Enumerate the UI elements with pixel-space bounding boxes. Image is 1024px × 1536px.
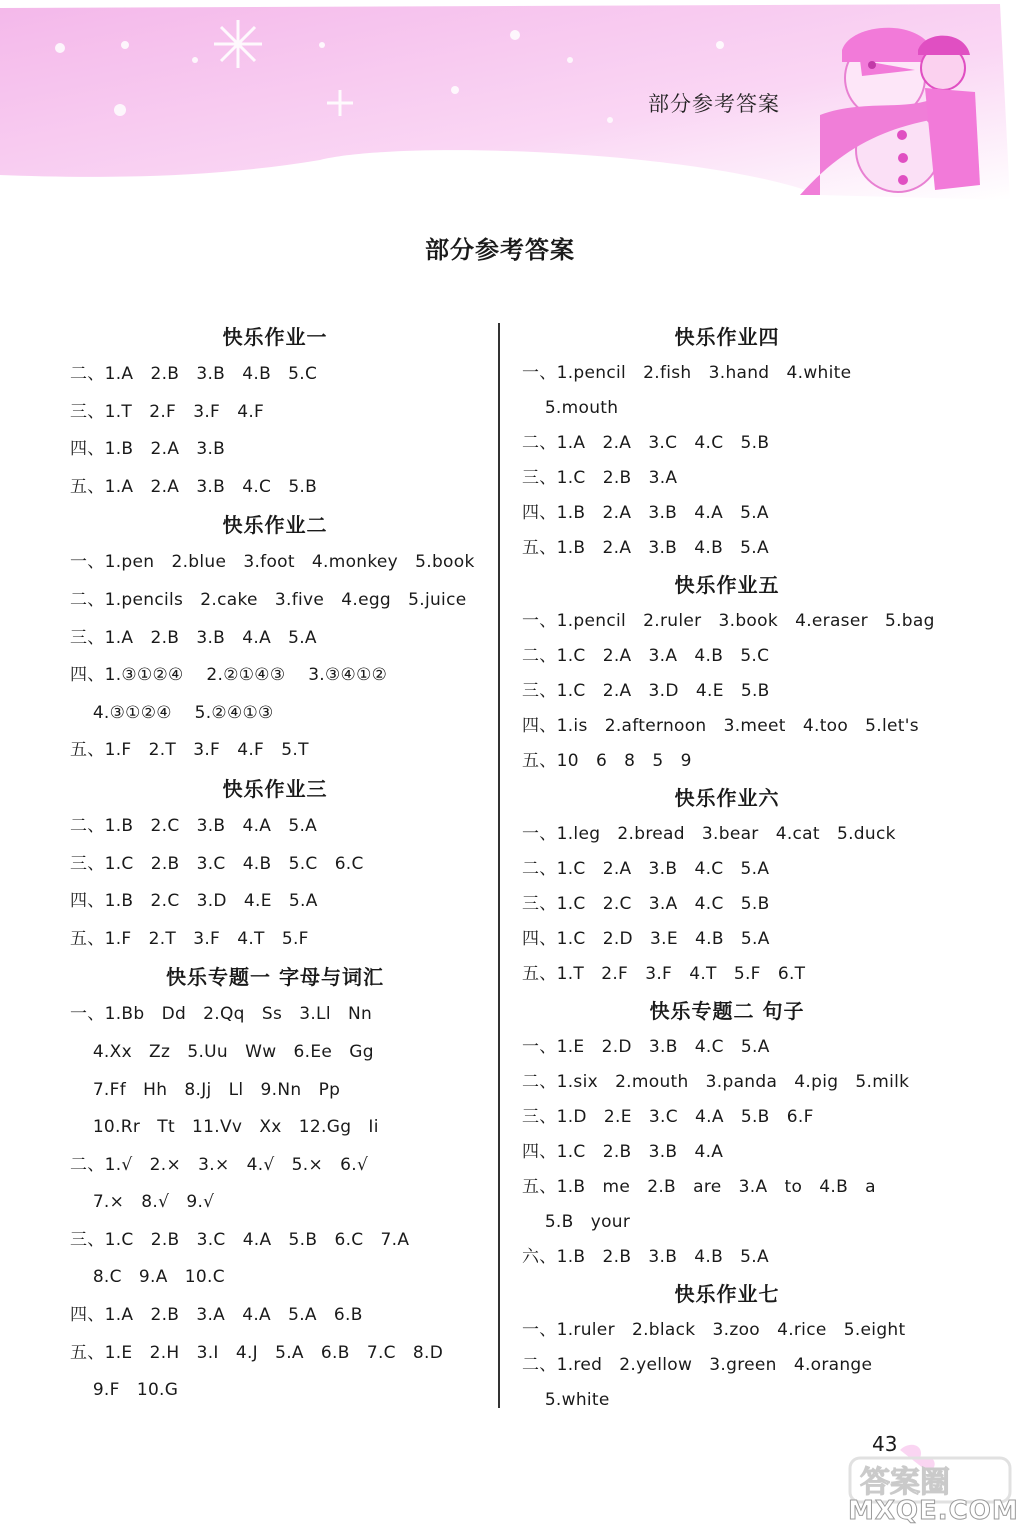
answer-line: 二、1.C 2.A 3.A 4.B 5.C	[522, 646, 770, 666]
right-section-title: 快乐专题二 句子	[649, 999, 805, 1023]
answer-line: 五、1.T 2.F 3.F 4.T 5.F 6.T	[522, 964, 806, 984]
answer-line: 二、1.pencils 2.cake 3.five 4.egg 5.juice	[70, 589, 467, 610]
answer-line: 9.F 10.G	[70, 1380, 179, 1401]
answer-line: 10.Rr Tt 11.Vv Xx 12.Gg Ii	[70, 1117, 379, 1138]
answer-line: 五、1.F 2.T 3.F 4.F 5.T	[70, 740, 309, 761]
answer-line: 三、1.C 2.B 3.A	[522, 468, 678, 488]
watermark-text: MXQE.COM	[848, 1496, 1019, 1526]
answer-line: 四、1.③①②④ 2.②①④③ 3.③④①②	[70, 665, 388, 686]
left-section-title: 快乐作业三	[222, 776, 328, 801]
right-section-title: 快乐作业五	[674, 573, 780, 597]
answer-line: 四、1.is 2.afternoon 3.meet 4.too 5.let's	[522, 716, 919, 736]
answer-line: 六、1.B 2.B 3.B 4.B 5.A	[522, 1247, 769, 1267]
answer-line: 5.white	[522, 1390, 610, 1410]
answer-line: 四、1.A 2.B 3.A 4.A 5.A 6.B	[70, 1305, 363, 1326]
answer-line: 二、1.A 2.B 3.B 4.B 5.C	[70, 364, 318, 384]
answer-line: 五、1.B me 2.B are 3.A to 4.B a	[522, 1177, 876, 1197]
page-title: 部分参考答案	[425, 236, 575, 264]
answer-line: 四、1.B 2.C 3.D 4.E 5.A	[70, 891, 318, 912]
answer-line: 一、1.pencil 2.fish 3.hand 4.white	[522, 363, 852, 383]
answer-line: 三、1.D 2.E 3.C 4.A 5.B 6.F	[522, 1107, 814, 1127]
answer-line: 二、1.red 2.yellow 3.green 4.orange	[522, 1355, 873, 1375]
answer-line: 四、1.B 2.A 3.B 4.A 5.A	[522, 503, 769, 523]
right-section-title: 快乐作业七	[674, 1282, 780, 1306]
answer-line: 二、1.B 2.C 3.B 4.A 5.A	[70, 815, 318, 836]
answer-line: 一、1.pencil 2.ruler 3.book 4.eraser 5.bag	[522, 611, 935, 631]
answer-line: 7.× 8.√ 9.√	[70, 1192, 215, 1213]
answer-line: 二、1.C 2.A 3.B 4.C 5.A	[522, 859, 770, 879]
answer-line: 五、1.B 2.A 3.B 4.B 5.A	[522, 538, 769, 558]
answer-line: 4.Xx Zz 5.Uu Ww 6.Ee Gg	[70, 1041, 374, 1062]
answer-line: 二、1.six 2.mouth 3.panda 4.pig 5.milk	[522, 1072, 910, 1092]
answer-line: 一、1.ruler 2.black 3.zoo 4.rice 5.eight	[522, 1320, 906, 1340]
right-section-title: 快乐作业六	[674, 786, 780, 810]
answer-line: 三、1.C 2.C 3.A 4.C 5.B	[522, 894, 770, 914]
banner-title: 部分参考答案	[648, 92, 780, 116]
answer-line: 三、1.A 2.B 3.B 4.A 5.A	[70, 627, 317, 648]
answer-line: 一、1.leg 2.bread 3.bear 4.cat 5.duck	[522, 824, 896, 844]
answer-line: 五、1.A 2.A 3.B 4.C 5.B	[70, 476, 318, 497]
answer-line: 二、1.A 2.A 3.C 4.C 5.B	[522, 433, 770, 453]
left-section-title: 快乐作业二	[222, 513, 328, 538]
header-banner	[0, 0, 1024, 215]
left-section-title: 快乐作业一	[222, 325, 328, 349]
answer-line: 7.Ff Hh 8.Jj Ll 9.Nn Pp	[70, 1079, 341, 1100]
answer-line: 8.C 9.A 10.C	[70, 1267, 225, 1288]
answer-line: 5.B your	[522, 1212, 631, 1232]
answer-line: 三、1.C 2.A 3.D 4.E 5.B	[522, 681, 770, 701]
answer-line: 二、1.√ 2.× 3.× 4.√ 5.× 6.√	[70, 1154, 369, 1175]
answer-line: 三、1.T 2.F 3.F 4.F	[70, 401, 265, 422]
left-section-title: 快乐专题一 字母与词汇	[166, 965, 384, 990]
answer-line: 五、10 6 8 5 9	[522, 751, 692, 771]
answer-line: 三、1.C 2.B 3.C 4.A 5.B 6.C 7.A	[70, 1229, 410, 1250]
svg-text:答案圈: 答案圈	[860, 1465, 950, 1500]
right-column	[522, 318, 962, 1418]
answer-line: 一、1.Bb Dd 2.Qq Ss 3.Ll Nn	[70, 1004, 373, 1025]
answer-line: 五、1.E 2.H 3.I 4.J 5.A 6.B 7.C 8.D	[70, 1342, 444, 1363]
column-divider	[498, 323, 500, 1408]
answer-line: 四、1.C 2.B 3.B 4.A	[522, 1142, 724, 1162]
left-column	[70, 318, 490, 1410]
answer-line: 四、1.C 2.D 3.E 4.B 5.A	[522, 929, 770, 949]
answer-line: 一、1.E 2.D 3.B 4.C 5.A	[522, 1037, 770, 1057]
answer-line: 一、1.pen 2.blue 3.foot 4.monkey 5.book	[70, 552, 475, 573]
answer-line: 5.mouth	[522, 398, 619, 418]
answer-line: 四、1.B 2.A 3.B	[70, 439, 226, 460]
page-number: 43	[872, 1432, 898, 1456]
right-section-title: 快乐作业四	[674, 325, 780, 349]
answer-line: 4.③①②④ 5.②④①③	[70, 702, 274, 723]
answer-line: 五、1.F 2.T 3.F 4.T 5.F	[70, 928, 309, 949]
answer-line: 三、1.C 2.B 3.C 4.B 5.C 6.C	[70, 853, 364, 874]
